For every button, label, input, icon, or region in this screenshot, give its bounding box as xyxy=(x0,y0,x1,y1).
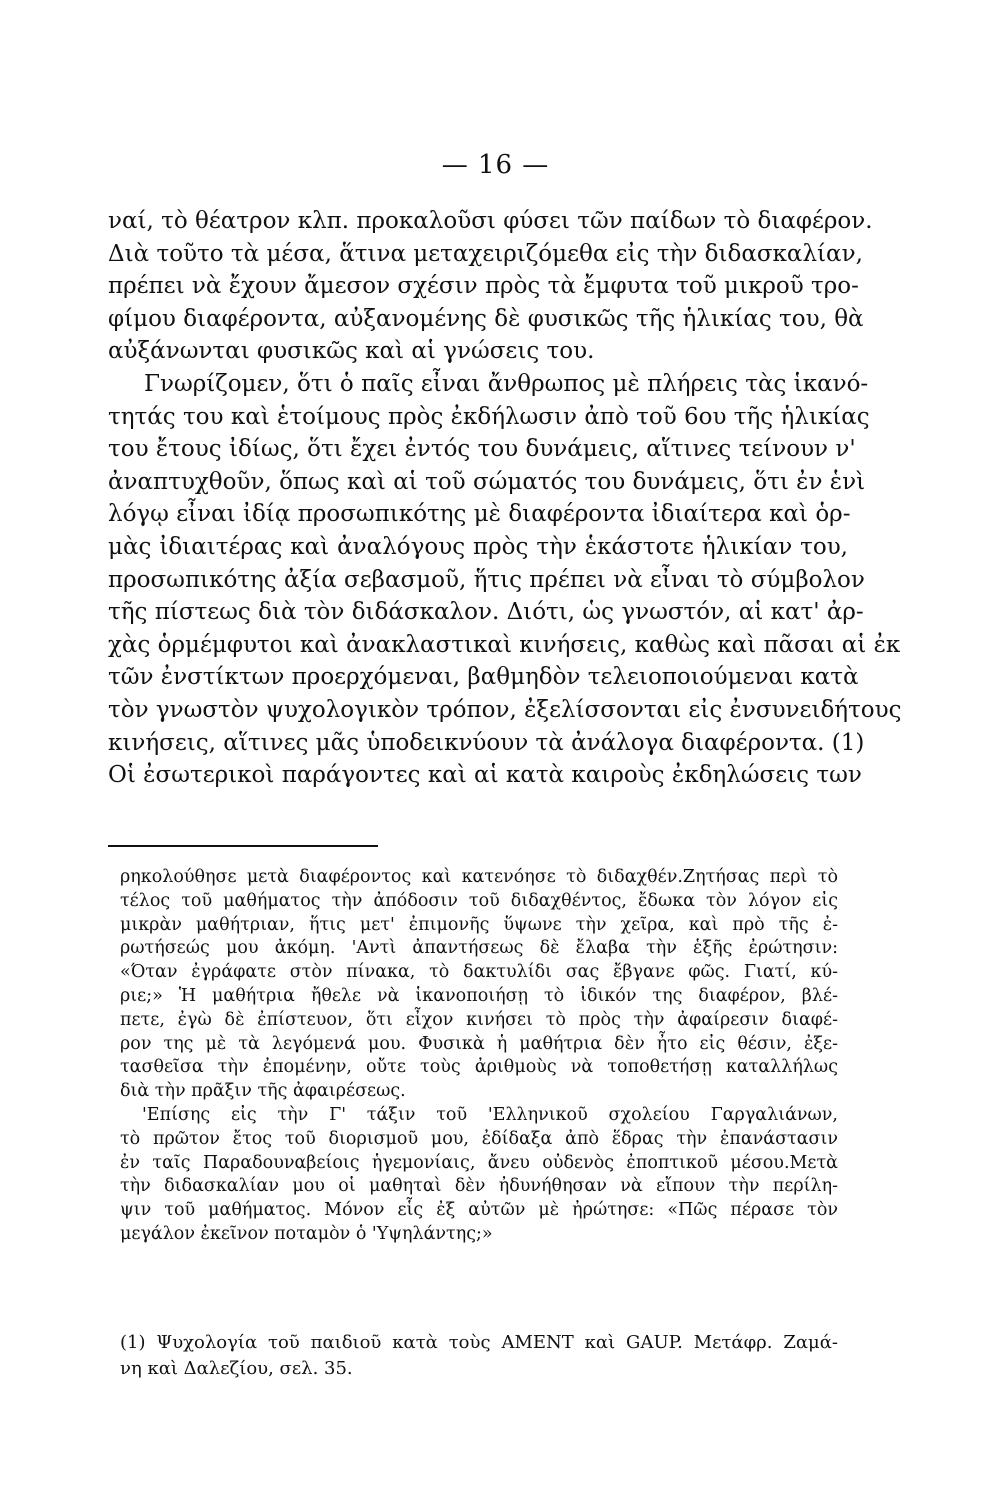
note-line: τὴν διδασκαλίαν μου οἱ μαθηταὶ δὲν ἠδυνήθησαν νὰ εἴπουν τὴν περίλη- xyxy=(120,1176,838,1197)
text-line: Οἱ ἐσωτερικοὶ παράγοντες καὶ αἱ κατὰ καιροὺς ἐκδηλώσεις των xyxy=(108,762,862,789)
text-line: τητάς του καὶ ἑτοίμους πρὸς ἐκδήλωσιν ἀπὸ τοῦ 6ου τῆς ἡλικίας xyxy=(108,403,870,430)
text-line: ἀναπτυχθοῦν, ὅπως καὶ αἱ τοῦ σώματός του δυνάμεις, ὅτι ἐν ἑνὶ xyxy=(108,468,866,495)
footnote-line: νη καὶ Δαλεζίου, σελ. 35. xyxy=(120,1358,353,1379)
main-text-block xyxy=(108,205,902,792)
note-line: ρον της μὲ τὰ λεγόμενά μου. Φυσικὰ ἡ μαθήτρια δὲν ἦτο εἰς θέσιν, ἐξε- xyxy=(120,1033,838,1054)
page-number: — 16 — xyxy=(441,150,550,180)
note-line: ψιν τοῦ μαθήματος. Μόνον εἷς ἐξ αὐτῶν μὲ ἠρώτησε: «Πῶς πέρασε τὸν xyxy=(120,1200,838,1221)
footnote-block xyxy=(120,1330,838,1382)
text-line: Διὰ τοῦτο τὰ μέσα, ἅτινα μεταχειριζόμεθα εἰς τὴν διδασκαλίαν, xyxy=(108,240,863,267)
note-line: ριε;» Ἡ μαθήτρια ἤθελε νὰ ἱκανοποιήσῃ τὸ ἰδικόν της διαφέρον, βλέ- xyxy=(120,985,838,1006)
note-line: 'Επίσης εἰς τὴν Γ' τάξιν τοῦ 'Ελληνικοῦ σχολείου Γαργαλιάνων, xyxy=(142,1104,838,1125)
text-line: αὐξάνωνται φυσικῶς καὶ αἱ γνώσεις του. xyxy=(108,338,595,365)
note-line: διὰ τὴν πρᾶξιν τῆς ἀφαιρέσεως. xyxy=(120,1081,406,1102)
text-line: μὰς ἰδιαιτέρας καὶ ἀναλόγους πρὸς τὴν ἑκάστοτε ἡλικίαν του, xyxy=(108,533,848,560)
note-line: ρωτήσεώς μου ἀκόμη. 'Αντὶ ἀπαντήσεως δὲ ἔλαβα τὴν ἑξῆς ἐρώτησιν: xyxy=(120,938,838,959)
note-line: τὸ πρῶτον ἔτος τοῦ διορισμοῦ μου, ἐδίδαξα ἀπὸ ἕδρας τὴν ἐπανάστασιν xyxy=(120,1128,838,1149)
text-line: κινήσεις, αἵτινες μᾶς ὑποδεικνύουν τὰ ἀνάλογα διαφέροντα. (1) xyxy=(108,729,865,756)
note-line: μεγάλον ἐκεῖνον ποταμὸν ὁ 'Υψηλάντης;» xyxy=(120,1223,493,1244)
note-line: τασθεῖσα τὴν ἐπομένην, οὔτε τοὺς ἀριθμοὺς νὰ τοποθετήσῃ καταλλήλως xyxy=(120,1057,838,1078)
note-line: «Όταν ἐγράφατε στὸν πίνακα, τὸ δακτυλίδι σας ἔβγανε φῶς. Γιατί, κύ- xyxy=(120,962,838,983)
text-line: πρέπει νὰ ἔχουν ἄμεσον σχέσιν πρὸς τὰ ἔμφυτα τοῦ μικροῦ τρο- xyxy=(108,273,859,300)
footnote-line: (1) Ψυχολογία τοῦ παιδιοῦ κατὰ τοὺς AMENT καὶ GAUP. Μετάφρ. Ζαμά- xyxy=(120,1332,838,1353)
text-line: ναί, τὸ θέατρον κλπ. προκαλοῦσι φύσει τῶν παίδων τὸ διαφέρον. xyxy=(108,208,873,234)
text-line: λόγῳ εἶναι ἰδίᾳ προσωπικότης μὲ διαφέροντα ἰδιαίτερα καὶ ὁρ- xyxy=(108,501,851,528)
text-line: χὰς ὁρμέμφυτοι καὶ ἀνακλαστικαὶ κινήσεις, καθὼς καὶ πᾶσαι αἱ ἐκ xyxy=(108,631,901,658)
text-line: Γνωρίζομεν, ὅτι ὁ παῖς εἶναι ἄνθρωπος μὲ πλήρεις τὰς ἱκανό- xyxy=(144,370,869,397)
text-line: προσωπικότης ἀξία σεβασμοῦ, ἥτις πρέπει νὰ εἶναι τὸ σύμβολον xyxy=(108,566,865,593)
continued-note-block xyxy=(120,866,838,1247)
note-line: πετε, ἐγὼ δὲ ἐπίστευον, ὅτι εἶχον κινήσει τὸ πρὸς τὴν ἀφαίρεσιν διαφέ- xyxy=(120,1009,838,1030)
footnote-separator-rule xyxy=(108,845,378,847)
note-line: τέλος τοῦ μαθήματος τὴν ἀπόδοσιν τοῦ διδαχθέντος, ἔδωκα τὸν λόγον εἰς xyxy=(120,890,838,911)
text-line: τῆς πίστεως διὰ τὸν διδάσκαλον. Διότι, ὡς γνωστόν, αἱ κατ' ἀρ- xyxy=(108,599,864,626)
text-line: τὸν γνωστὸν ψυχολογικὸν τρόπον, ἐξελίσσονται εἰς ἐνσυνειδήτους xyxy=(108,696,902,723)
text-line: του ἔτους ἰδίως, ὅτι ἔχει ἐντός του δυνάμεις, αἵτινες τείνουν ν' xyxy=(108,436,856,463)
note-line: μικρὰν μαθήτριαν, ἥτις μετ' ἐπιμονῆς ὕψωνε τὴν χεῖρα, καὶ πρὸ τῆς ἐ- xyxy=(120,914,838,935)
note-line: ἐν ταῖς Παραδουναβείοις ἡγεμονίαις, ἄνευ οὐδενὸς ἐποπτικοῦ μέσου.Μετὰ xyxy=(120,1152,838,1173)
text-line: φίμου διαφέροντα, αὐξανομένης δὲ φυσικῶς τῆς ἡλικίας του, θὰ xyxy=(108,305,864,332)
note-line: ρηκολούθησε μετὰ διαφέροντος καὶ κατενόησε τὸ διδαχθέν.Ζητήσας περὶ τὸ xyxy=(120,867,838,887)
text-line: τῶν ἐνστίκτων προερχόμεναι, βαθμηδὸν τελειοποιούμεναι κατὰ xyxy=(108,664,859,691)
